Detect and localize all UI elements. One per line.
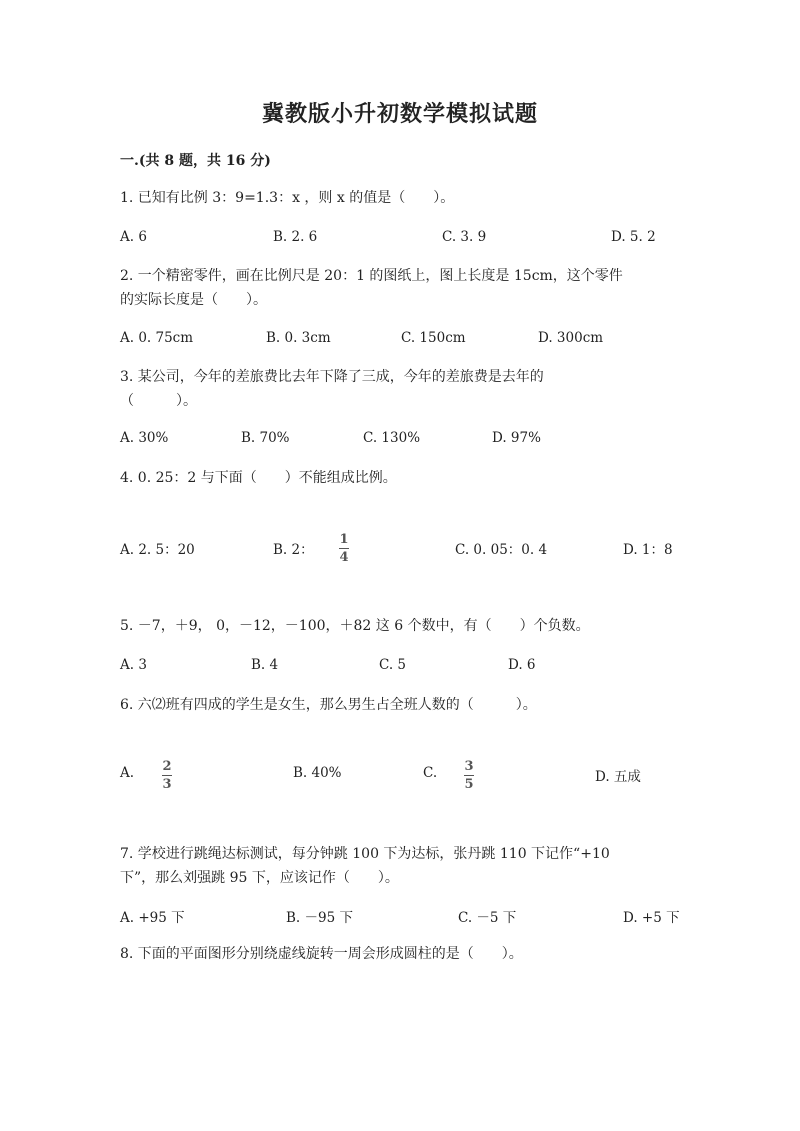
q7-option-a: A. +95 下 [120, 910, 185, 926]
fraction-denominator: 5 [464, 777, 474, 792]
fraction-bar [162, 775, 172, 776]
q5-option-a: A. 3 [120, 657, 147, 673]
fraction-bar [339, 548, 349, 549]
question-6: 6. 六⑵班有四成的学生是女生，那么男生占全班人数的（ ）。 [120, 697, 537, 713]
fraction-denominator: 4 [339, 550, 349, 565]
q4-option-c: C. 0. 05：0. 4 [455, 542, 548, 558]
q6-option-c: C. [423, 765, 438, 781]
fraction-numerator: 1 [339, 532, 349, 547]
q5-option-b: B. 4 [251, 657, 279, 673]
question-7-line2: 下”，那么刘强跳 95 下，应该记作（ ）。 [120, 870, 399, 886]
q2-option-b: B. 0. 3cm [266, 330, 331, 346]
q2-option-c: C. 150cm [401, 330, 466, 346]
question-5: 5. －7，＋9， 0，－12，－100，＋82 这 6 个数中，有（ ）个负数。 [120, 618, 590, 634]
q1-option-b: B. 2. 6 [273, 229, 318, 245]
question-3-line2: （ ）。 [120, 393, 197, 409]
page-title: 冀教版小升初数学模拟试题 [261, 101, 538, 127]
question-2-line2: 的实际长度是（ ）。 [120, 292, 267, 308]
q7-option-c: C. －5 下 [458, 910, 517, 926]
q3-option-d: D. 97% [492, 430, 541, 446]
q5-option-c: C. 5 [379, 657, 407, 673]
q1-option-c: C. 3. 9 [442, 229, 487, 245]
q4-option-b-fraction [339, 532, 349, 565]
fraction-numerator: 2 [162, 759, 172, 774]
fraction-bar [464, 775, 474, 776]
question-1: 1. 已知有比例 3：9=1.3：x ，则 x 的值是（ ）。 [120, 190, 455, 206]
question-2 [120, 264, 690, 312]
fraction-denominator: 3 [162, 777, 172, 792]
section-heading: 一.(共 8 题，共 16 分) [120, 153, 271, 169]
q5-option-d: D. 6 [508, 657, 536, 673]
q6-option-c-fraction [464, 759, 474, 792]
q3-option-a: A. 30% [120, 430, 169, 446]
question-3-line1: 3. 某公司，今年的差旅费比去年下降了三成，今年的差旅费是去年的 [120, 369, 544, 385]
q1-option-a: A. 6 [120, 229, 147, 245]
q4-option-b: B. 2： [273, 542, 314, 558]
q6-option-b: B. 40% [293, 765, 342, 781]
q4-option-d: D. 1：8 [623, 542, 673, 558]
question-7-line1: 7. 学校进行跳绳达标测试，每分钟跳 100 下为达标，张丹跳 110 下记作“+10 [120, 846, 610, 862]
q4-option-a: A. 2. 5：20 [120, 542, 195, 558]
q1-option-d: D. 5. 2 [611, 229, 656, 245]
q6-option-a-fraction [162, 759, 172, 792]
q2-option-a: A. 0. 75cm [120, 330, 194, 346]
q7-option-d: D. +5 下 [623, 910, 680, 926]
question-2-line1: 2. 一个精密零件，画在比例尺是 20：1 的图纸上，图上长度是 15cm，这个零件 [120, 268, 623, 284]
question-4: 4. 0. 25：2 与下面（ ）不能组成比例。 [120, 470, 397, 486]
q7-option-b: B. －95 下 [286, 910, 353, 926]
question-8: 8. 下面的平面图形分别绕虚线旋转一周会形成圆柱的是（ ）。 [120, 946, 523, 962]
q6-option-d: D. 五成 [595, 769, 641, 785]
q3-option-c: C. 130% [363, 430, 421, 446]
fraction-numerator: 3 [464, 759, 474, 774]
q2-option-d: D. 300cm [538, 330, 604, 346]
question-3 [120, 365, 690, 413]
q6-option-a: A. [120, 765, 135, 781]
question-7 [120, 842, 690, 890]
q3-option-b: B. 70% [241, 430, 290, 446]
